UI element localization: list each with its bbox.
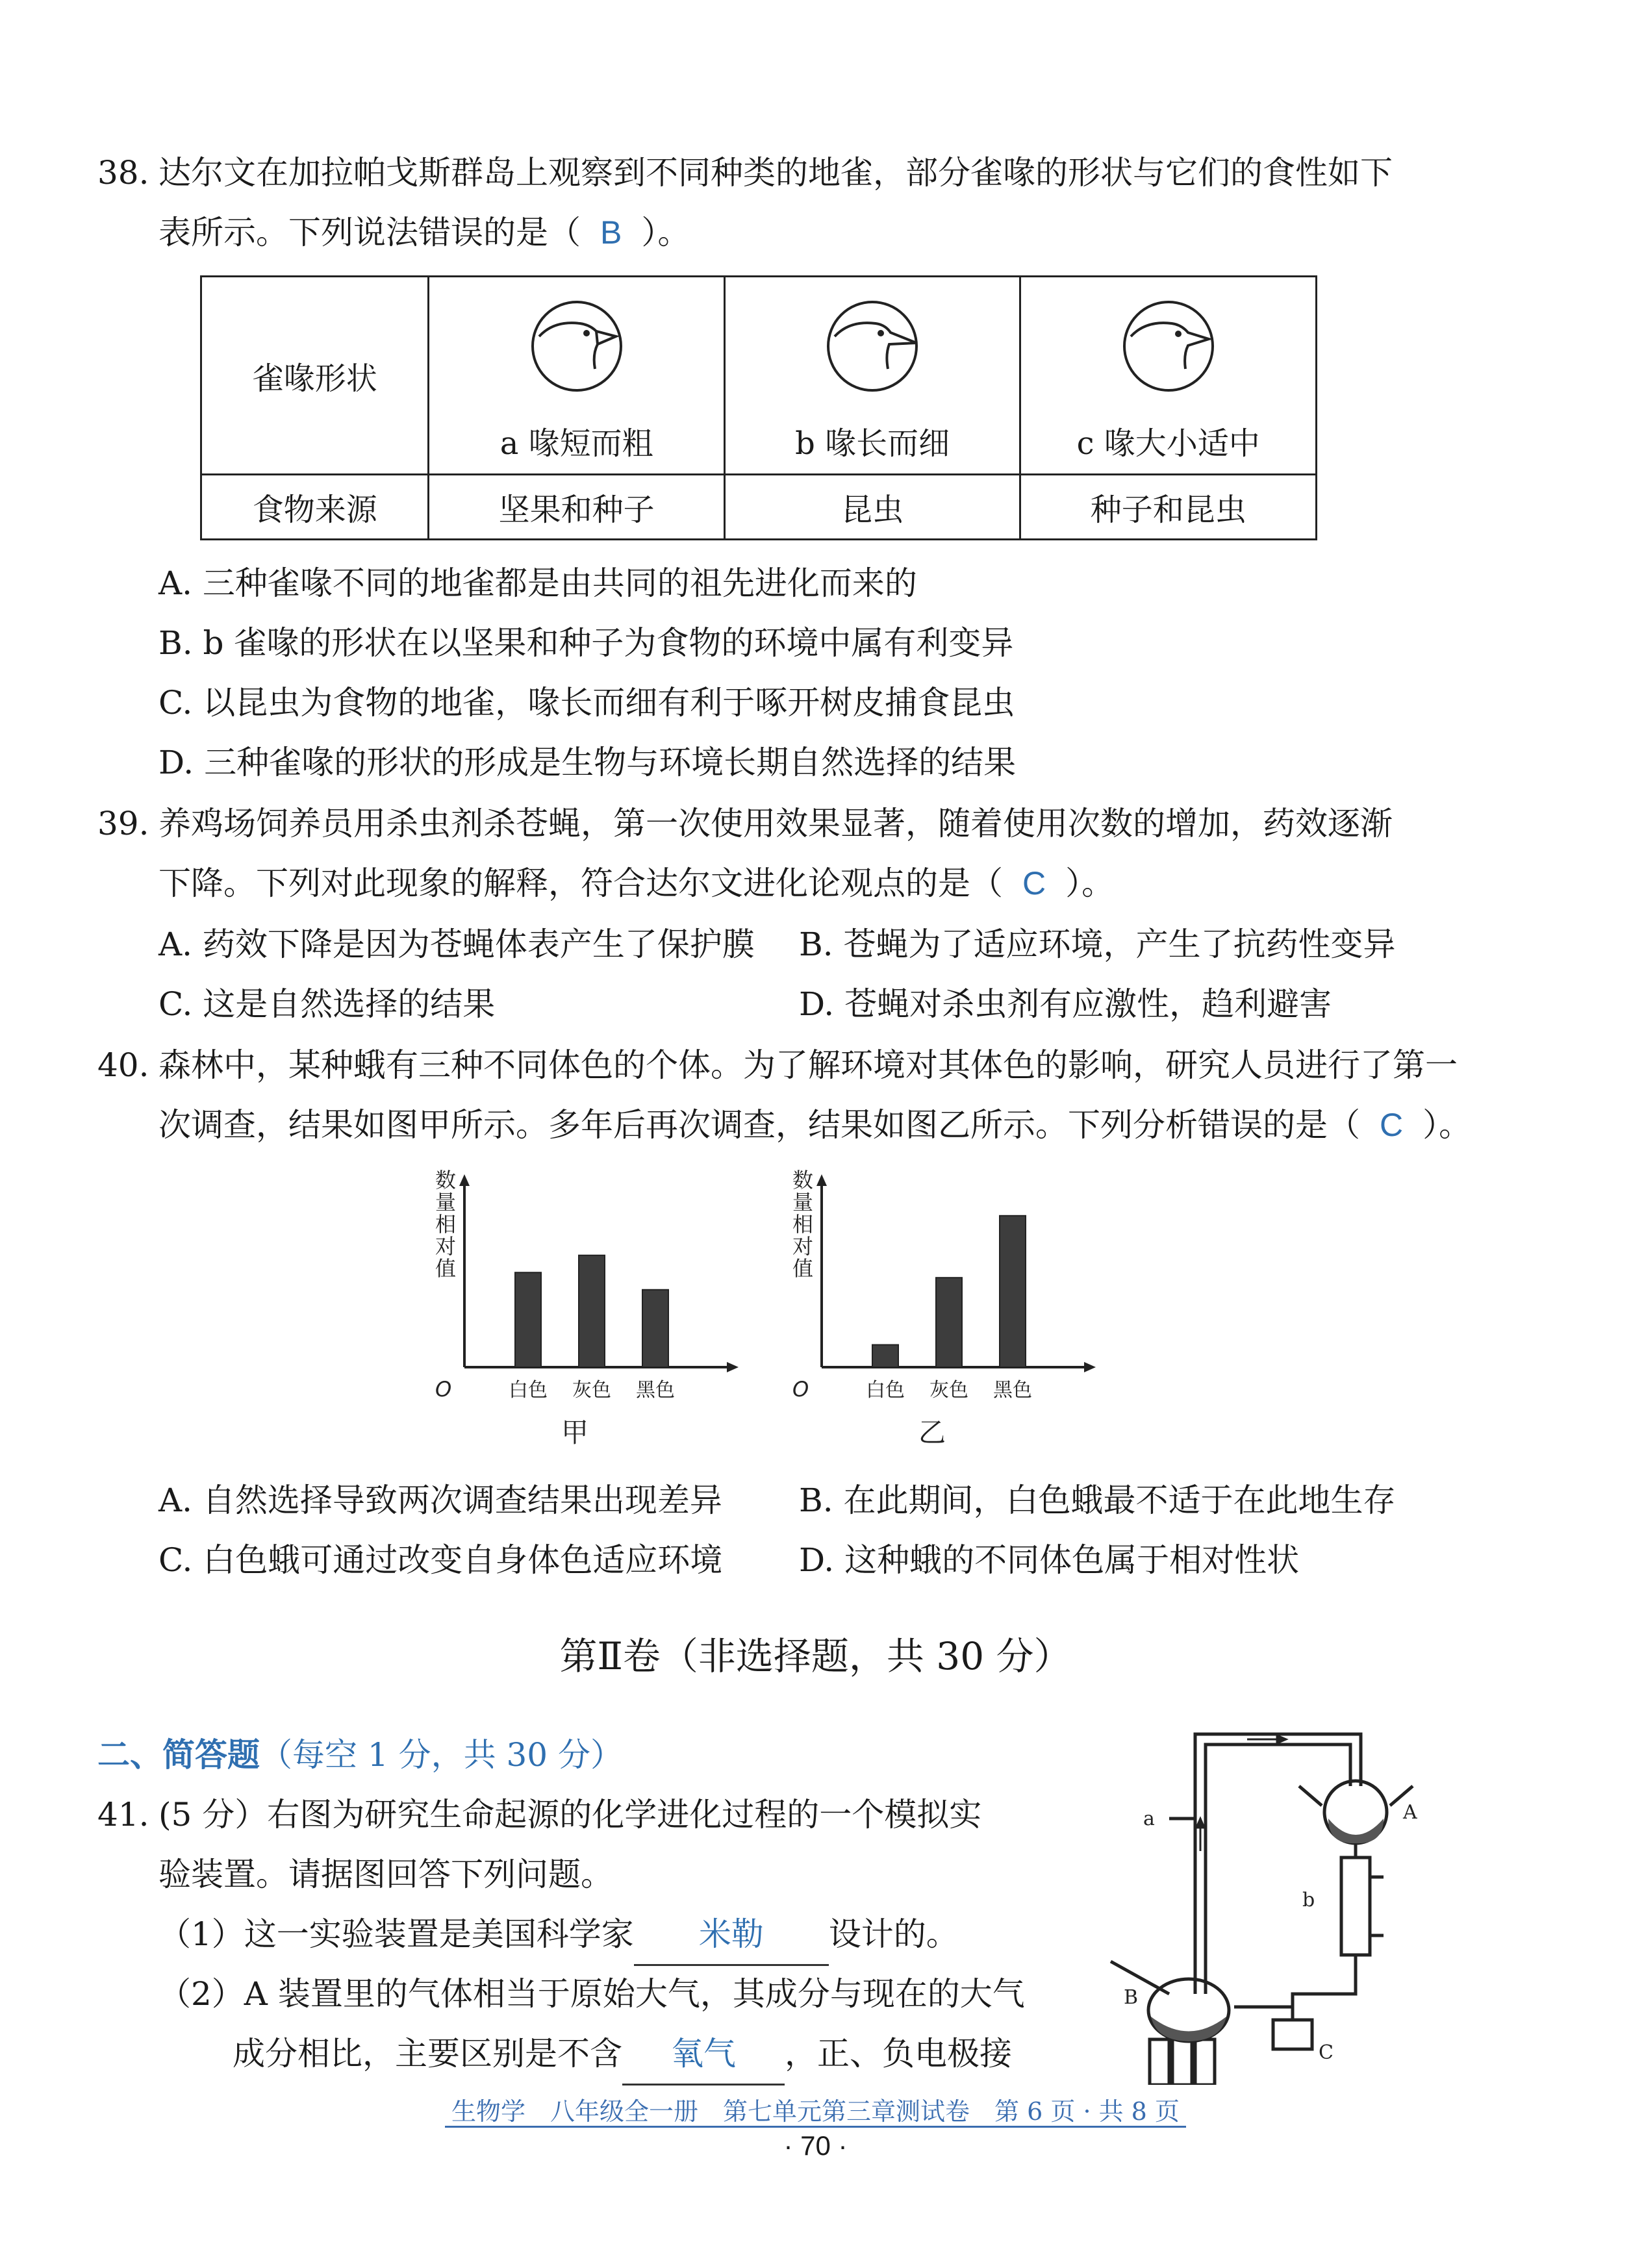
y-axis-label-char: 数: [792, 1169, 814, 1192]
label-B: B: [1124, 1986, 1139, 2009]
y-axis-label-char: 量: [435, 1190, 457, 1215]
chart-title: 甲: [561, 1417, 589, 1448]
section2-heading-note: （每空 1 分，共 30 分）: [260, 1736, 624, 1774]
y-axis-label-char: 对: [792, 1234, 814, 1259]
chart-jia: [429, 1169, 740, 1451]
q38-stem-text: 表所示。下列说法错误的是（: [158, 214, 581, 251]
section2-heading: [97, 1725, 623, 1785]
beak-shape-header: 雀喙形状: [201, 277, 429, 475]
q38-stem-line2: [158, 203, 690, 262]
q39-option-a: A. 药效下降是因为苍蝇体表产生了保护膜: [158, 926, 755, 963]
section2-title: 第Ⅱ卷（非选择题，共 30 分）: [559, 1634, 1072, 1678]
q41-sub2-answer: 氧气: [622, 2024, 785, 2085]
y-axis-label-char: 相: [435, 1212, 457, 1237]
beak-cell-a: [429, 277, 725, 475]
q41-sub2-line1: （2）A 装置里的气体相当于原始大气，其成分与现在的大气: [158, 1975, 1025, 2013]
q41-sub1-answer: 米勒: [634, 1904, 829, 1966]
q40-option-a: A. 自然选择导致两次调查结果出现差异: [158, 1481, 722, 1519]
label-a: a: [1143, 1808, 1155, 1830]
q41-sub1-text: （1）这一实验装置是美国科学家: [158, 1915, 634, 1953]
q41-number: 41.: [97, 1796, 149, 1833]
y-axis-label-char: 值: [792, 1256, 814, 1281]
q40-number: 40.: [97, 1046, 149, 1084]
beak-label-b: b 喙长而细: [795, 425, 950, 462]
q39-option-d: D. 苍蝇对杀虫剂有应激性，趋利避害: [799, 985, 1332, 1023]
miller-apparatus-diagram: [1078, 1721, 1442, 2085]
origin-label: O: [792, 1377, 809, 1402]
finch-medium-beak-icon: [1117, 297, 1220, 395]
q41-sub2-end: ，正、负电极接: [785, 2035, 1012, 2073]
q38-option-a: A. 三种雀喙不同的地雀都是由共同的祖先进化而来的: [158, 564, 917, 602]
label-C: C: [1319, 2041, 1334, 2064]
q40-stem-text: 次调查，结果如图甲所示。多年后再次调查，结果如图乙所示。下列分析错误的是（: [158, 1106, 1360, 1144]
y-axis-label-char: 数: [435, 1169, 457, 1192]
bar-灰色: [579, 1255, 605, 1367]
food-a: 坚果和种子: [429, 475, 725, 540]
footer-text: 生物学 八年级全一册 第七单元第三章测试卷 第 6 页 · 共 8 页: [445, 2097, 1186, 2128]
beak-cell-b: [724, 277, 1020, 475]
beak-label-c: c 喙大小适中: [1076, 425, 1260, 462]
q38-option-c: C. 以昆虫为食物的地雀，喙长而细有利于啄开树皮捕食昆虫: [158, 684, 1015, 722]
miller-apparatus: [1078, 1721, 1442, 2087]
y-axis-label-char: 量: [792, 1190, 814, 1215]
q39-stem-text: 下降。下列对此现象的解释，符合达尔文进化论观点的是（: [158, 864, 1003, 902]
x-tick-label: 灰色: [929, 1379, 968, 1402]
q39-answer: C: [1022, 865, 1046, 901]
x-tick-label: 白色: [866, 1379, 905, 1402]
q40-stem-line1: 森林中，某种蛾有三种不同体色的个体。为了解环境对其体色的影响，研究人员进行了第一: [158, 1046, 1458, 1084]
q41-stem-line2: 验装置。请据图回答下列问题。: [158, 1856, 613, 1893]
y-axis-label-char: 值: [435, 1256, 457, 1281]
food-b: 昆虫: [724, 475, 1020, 540]
q39-stem-line1: 养鸡场饲养员用杀虫剂杀苍蝇，第一次使用效果显著，随着使用次数的增加，药效逐渐: [158, 805, 1393, 842]
food-c: 种子和昆虫: [1020, 475, 1317, 540]
y-axis-label-char: 对: [435, 1234, 457, 1259]
page-number: · 70 ·: [783, 2130, 848, 2161]
chart-jia-svg: [429, 1169, 740, 1448]
beak-table: [200, 275, 1317, 540]
q39-stem-line2: [158, 853, 1114, 913]
beak-label-a: a 喙短而粗: [499, 425, 653, 462]
beak-cell-c: [1020, 277, 1317, 475]
footer: [0, 2091, 1631, 2127]
x-tick-label: 白色: [509, 1379, 548, 1402]
q38-answer: B: [600, 214, 622, 251]
q39-option-b: B. 苍蝇为了适应环境，产生了抗药性变异: [799, 926, 1396, 963]
q38-option-d: D. 三种雀喙的形状的形成是生物与环境长期自然选择的结果: [158, 744, 1017, 781]
q40-stem-line2: [158, 1095, 1471, 1155]
x-axis-arrow: [727, 1362, 739, 1372]
q40-option-c: C. 白色蛾可通过改变自身体色适应环境: [158, 1541, 723, 1579]
q39-option-c: C. 这是自然选择的结果: [158, 985, 496, 1023]
q40-option-b: B. 在此期间，白色蛾最不适于在此地生存: [799, 1481, 1396, 1519]
y-axis-label-char: 相: [792, 1212, 814, 1237]
bar-黑色: [1000, 1216, 1026, 1367]
q40-option-d: D. 这种蛾的不同体色属于相对性状: [799, 1541, 1300, 1579]
x-tick-label: 黑色: [993, 1379, 1032, 1402]
finch-short-thick-beak-icon: [525, 297, 629, 395]
label-b: b: [1302, 1889, 1315, 1911]
q38-option-b: B. b 雀喙的形状在以坚果和种子为食物的环境中属有利变异: [158, 624, 1014, 662]
origin-label: O: [435, 1377, 452, 1402]
q39-stem-end: ）。: [1065, 864, 1115, 902]
x-tick-label: 灰色: [572, 1379, 611, 1402]
section2-heading-text: 二、简答题: [97, 1737, 260, 1773]
x-axis-arrow: [1084, 1362, 1096, 1372]
chart-title: 乙: [918, 1417, 946, 1448]
y-axis-arrow: [816, 1174, 827, 1186]
bar-白色: [515, 1272, 541, 1367]
chart-yi-svg: [786, 1169, 1098, 1448]
label-A: A: [1403, 1801, 1417, 1824]
bar-灰色: [936, 1278, 962, 1367]
x-tick-label: 黑色: [636, 1379, 675, 1402]
q41-stem-line1: (5 分）右图为研究生命起源的化学进化过程的一个模拟实: [158, 1796, 982, 1833]
q40-answer: C: [1380, 1107, 1404, 1143]
q41-sub1: [158, 1904, 959, 1966]
q38-stem-end: ）。: [641, 214, 690, 251]
q38-number: 38.: [97, 154, 149, 192]
q41-sub2-line2: [233, 2024, 1012, 2085]
chart-yi: [786, 1169, 1098, 1451]
y-axis-arrow: [459, 1174, 470, 1186]
food-source-header: 食物来源: [201, 475, 429, 540]
bar-黑色: [642, 1290, 668, 1367]
q38-stem-line1: 达尔文在加拉帕戈斯群岛上观察到不同种类的地雀，部分雀喙的形状与它们的食性如下: [158, 154, 1393, 192]
q39-number: 39.: [97, 805, 149, 842]
bar-白色: [872, 1345, 898, 1367]
q40-stem-end: ）。: [1422, 1106, 1472, 1144]
q41-sub2-text: 成分相比，主要区别是不含: [233, 2035, 622, 2073]
finch-long-thin-beak-icon: [820, 297, 924, 395]
q41-sub1-end: 设计的。: [828, 1915, 959, 1953]
